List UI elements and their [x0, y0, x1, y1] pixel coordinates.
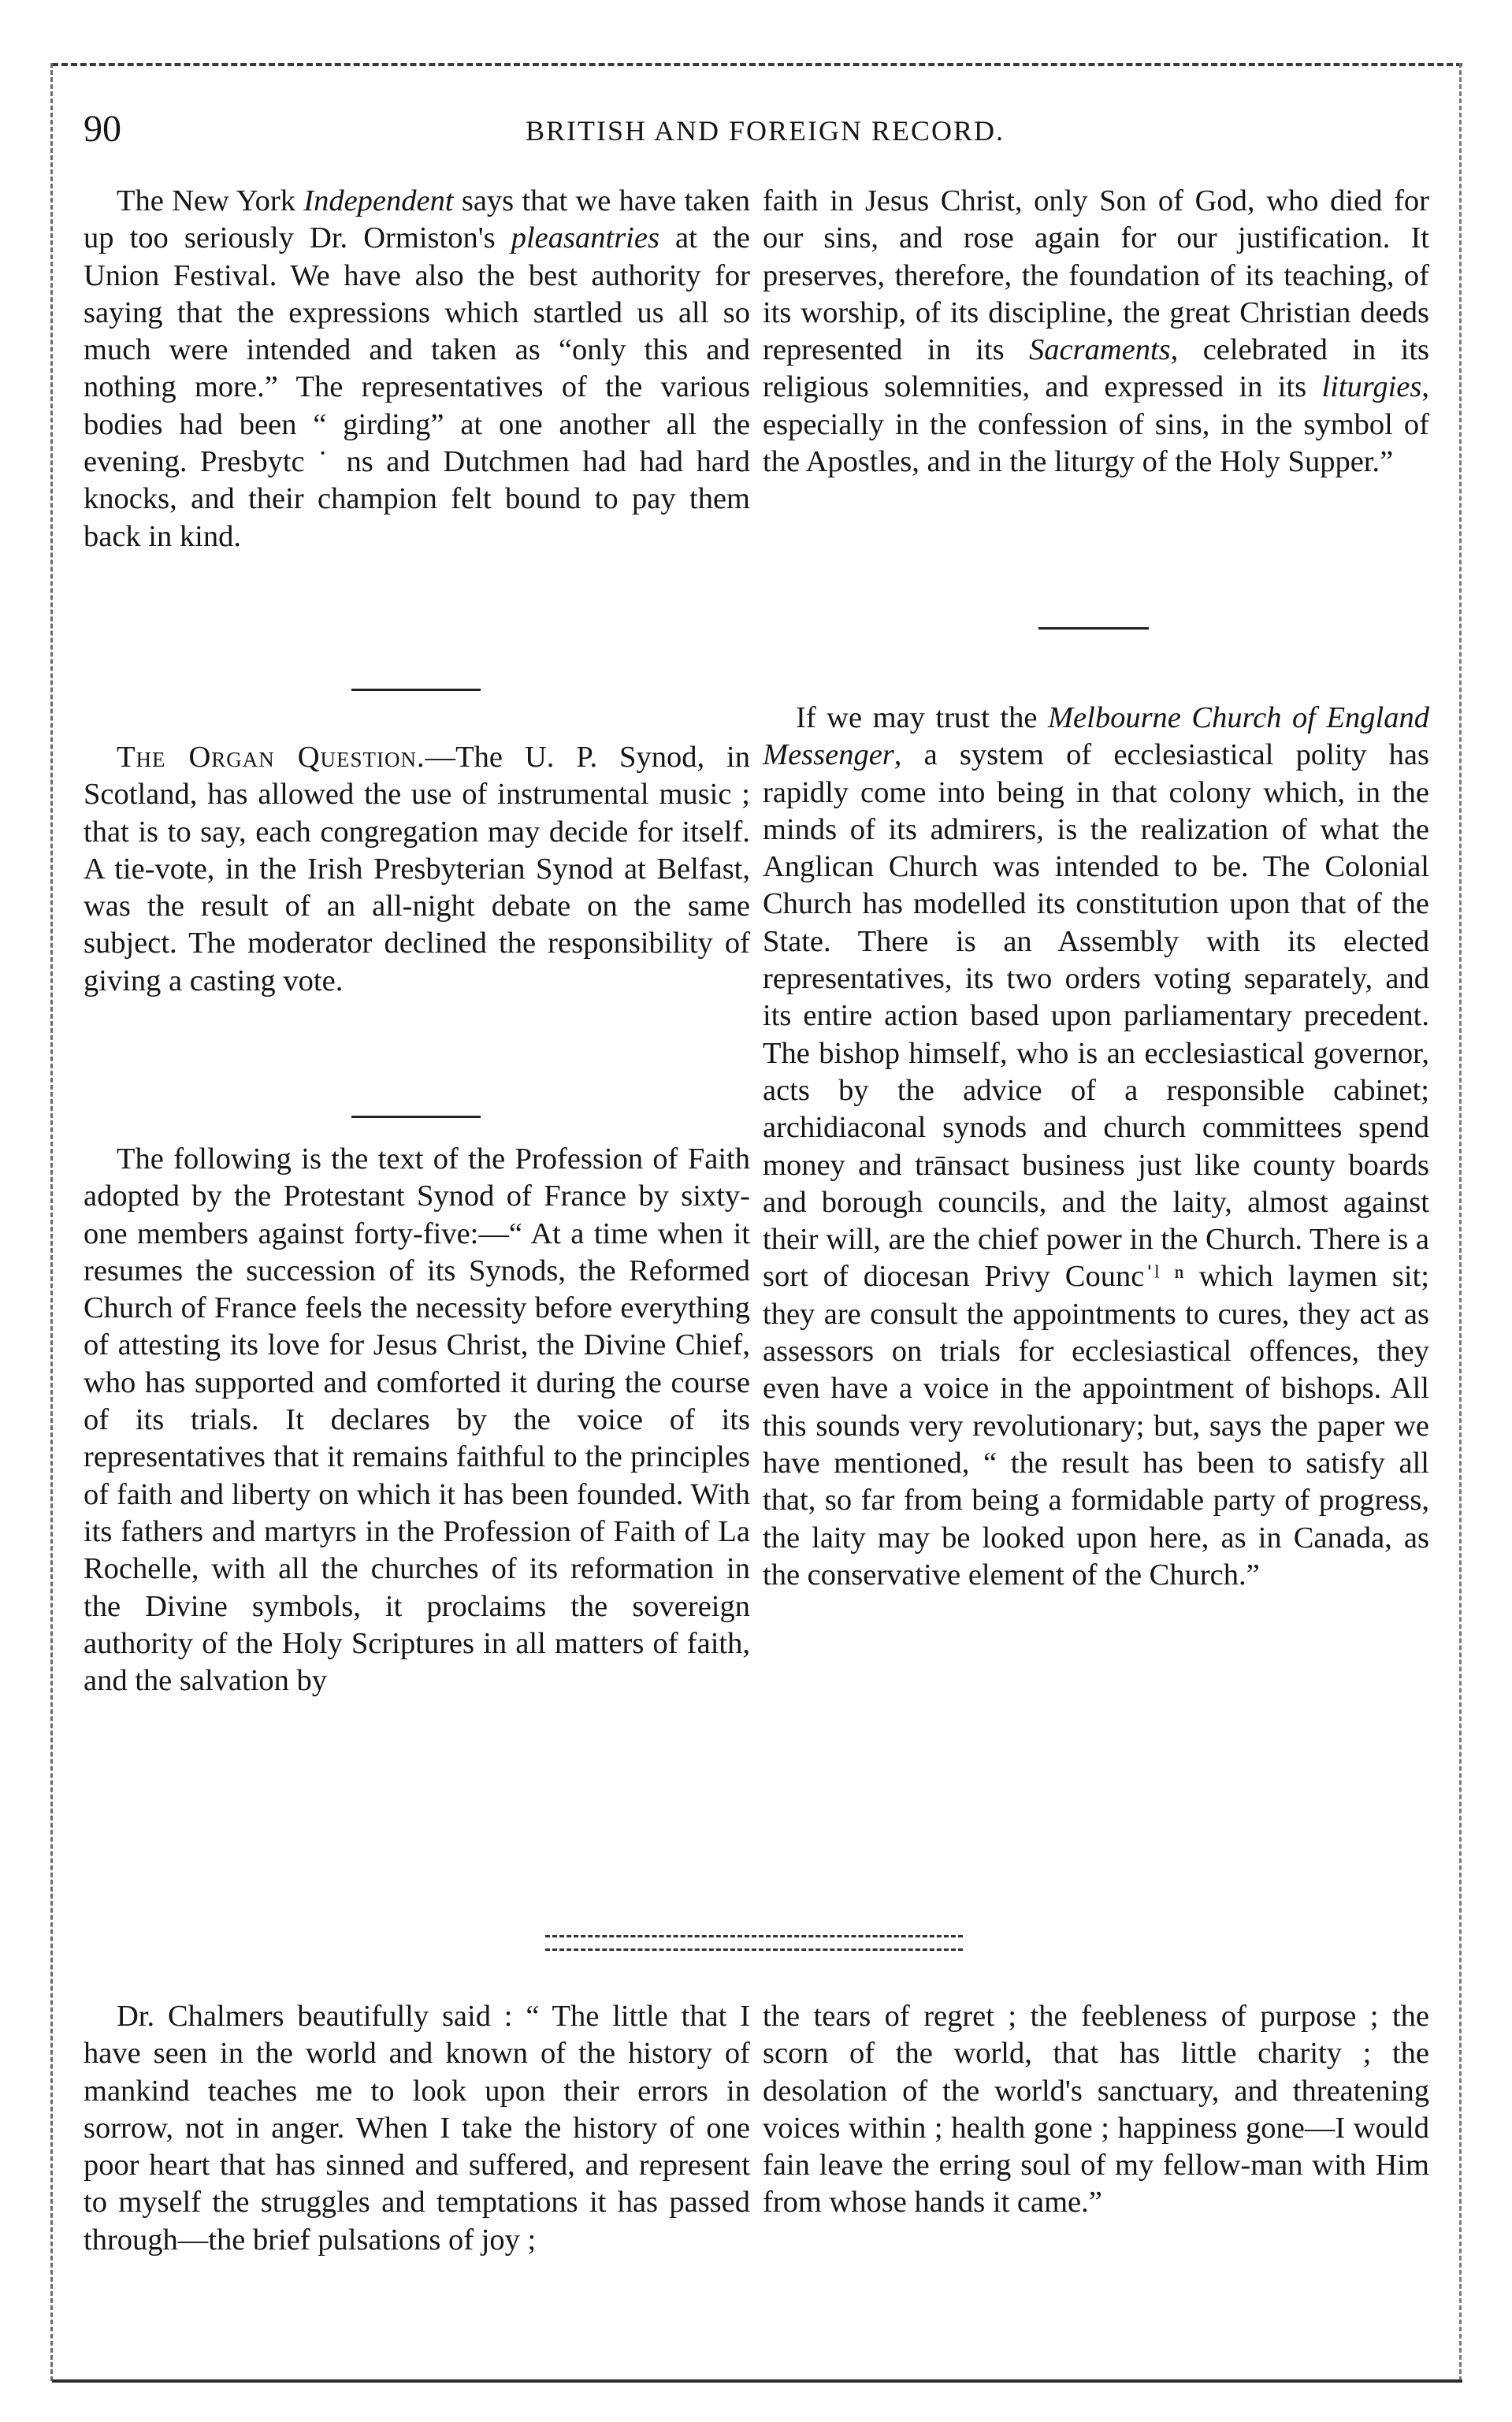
text-run: says that we have taken up too seriously Dr. Ormiston's — [84, 184, 750, 255]
short-divider — [1038, 627, 1149, 630]
emphasis: liturgies — [1321, 370, 1422, 404]
paragraph: The following is the text of the Profession of Faith adopted by the Protestant Synod of France by sixty-one members against forty-five:—“ At a time when it resumes the succession of its Synods, the Reformed Church of France feels the necessity before everything of attesting its love for Jesus Christ, the Divine Chief, who has supported and comforted it during the course of its trials. It declares by the voice of its representatives that it remains faithful to the principles of faith and liberty on which it has been founded. With its fathers and martyrs in the Profession of Faith of La Rochelle, with all the churches of its reformation in the Divine symbols, it proclaims the sovereign authority of the Holy Scriptures in all matters of faith, and the salvation by — [84, 1142, 750, 1698]
article-heading: The Organ Question. — [117, 741, 425, 774]
article-chalmers-left — [84, 1998, 750, 2259]
right-page-edge — [1459, 63, 1462, 2381]
running-title: BRITISH AND FOREIGN RECORD. — [525, 115, 1005, 147]
text-run: at the Union Festival. We have also the best authority for saying that the expressions which startled us all so much were intended and taken as “only this and nothing more.” The representatives of the various bodies had been “ girding” at one another all the evening. Presbytc ˙ ns and Dutchmen had had hard knocks, and their champion felt bound to pay them back in kind. — [84, 221, 750, 553]
text-run: If we may trust the — [796, 701, 1048, 734]
article-chalmers-right — [763, 1998, 1429, 2222]
publication-title: Melbourne Church of England Messenger — [763, 701, 1429, 772]
article-independent — [84, 183, 750, 555]
article-france-right — [763, 183, 1429, 481]
short-divider — [351, 1116, 481, 1118]
article-organ-question — [84, 739, 750, 1000]
paragraph — [84, 183, 750, 555]
paragraph — [763, 700, 1429, 1594]
paragraph: Dr. Chalmers beautifully said : “ The little that I have seen in the world and known of the history of mankind teaches me to look upon their errors in sorrow, not in anger. When I take the history of one poor heart that has sinned and suffered, and represent to myself the struggles and temptations it has passed through—the brief pulsations of joy ; — [84, 2000, 750, 2257]
text-run: The New York — [117, 184, 304, 217]
text-run: , a system of ecclesiastical polity has rapidly come into being in that colony which, in the minds of its admirers, is the realization of what the Anglican Church was intended to be. The Colonial Church has modelled its constitution upon that of the State. There is an Assembly with its elected representatives, its two orders voting separately, and its entire action based upon parliamentary precedent. The bishop himself, who is an ecclesiastical governor, acts by the advice of a responsible cabinet; archidiaconal synods and church committees spend money and trānsact business just like county boards and borough councils, and the laity, almost against their will, are the chief power in the Church. There is a sort of diocesan Privy Councˈˡ ⁿ which laymen sit; they are consult the appointments to cures, they act as assessors on trials for ecclesiastical offences, they even have a voice in the appointment of bishops. All this sounds very revolutionary; but, says the paper we have mentioned, “ the result has been to satisfy all that, so far from being a formidable party of progress, the laity may be looked upon here, as in Canada, as the conservative element of the Church.” — [763, 738, 1429, 1592]
article-france-left — [84, 1141, 750, 1699]
emphasis: Sacraments — [1029, 333, 1171, 367]
emphasis: pleasantries — [511, 221, 659, 255]
top-border-rule — [52, 63, 1462, 66]
paragraph — [763, 183, 1429, 481]
section-divider — [545, 1935, 963, 1951]
text-run: , especially in the confession of sins, in the symbol of the Apostles, and in the liturgy of the Holy Supper.” — [763, 370, 1429, 479]
article-melbourne — [763, 700, 1429, 1594]
publication-title: Independent — [303, 184, 454, 217]
paragraph: the tears of regret ; the feebleness of purpose ; the scorn of the world, that has little charity ; the desolation of the world's sanctuary, and threatening voices within ; health gone ; happiness gone—I would fain leave the erring soul of my fellow-man with Him from whose hands it came.” — [763, 2000, 1429, 2220]
short-divider — [351, 689, 481, 691]
page-header — [84, 101, 1447, 158]
page-number: 90 — [84, 108, 121, 150]
left-page-edge — [50, 63, 53, 2381]
paragraph — [84, 739, 750, 1000]
text-run: faith in Jesus Christ, only Son of God, who died for our sins, and rose again for our justification. It preserves, therefore, the foundation of its teaching, of its worship, of its discipline, the great Christian deeds represented in its — [763, 184, 1429, 367]
text-run: —The U. P. Synod, in Scotland, has allowed the use of instrumental music ; that is to say, each congregation may decide for itself. A tie-vote, in the Irish Presbyterian Synod at Belfast, was the result of an all-night debate on the same subject. The moderator declined the responsibility of giving a casting vote. — [84, 741, 750, 997]
bottom-border-rule — [52, 2379, 1462, 2383]
text-run: , celebrated in its religious solemnities, and expressed in its — [763, 333, 1430, 404]
